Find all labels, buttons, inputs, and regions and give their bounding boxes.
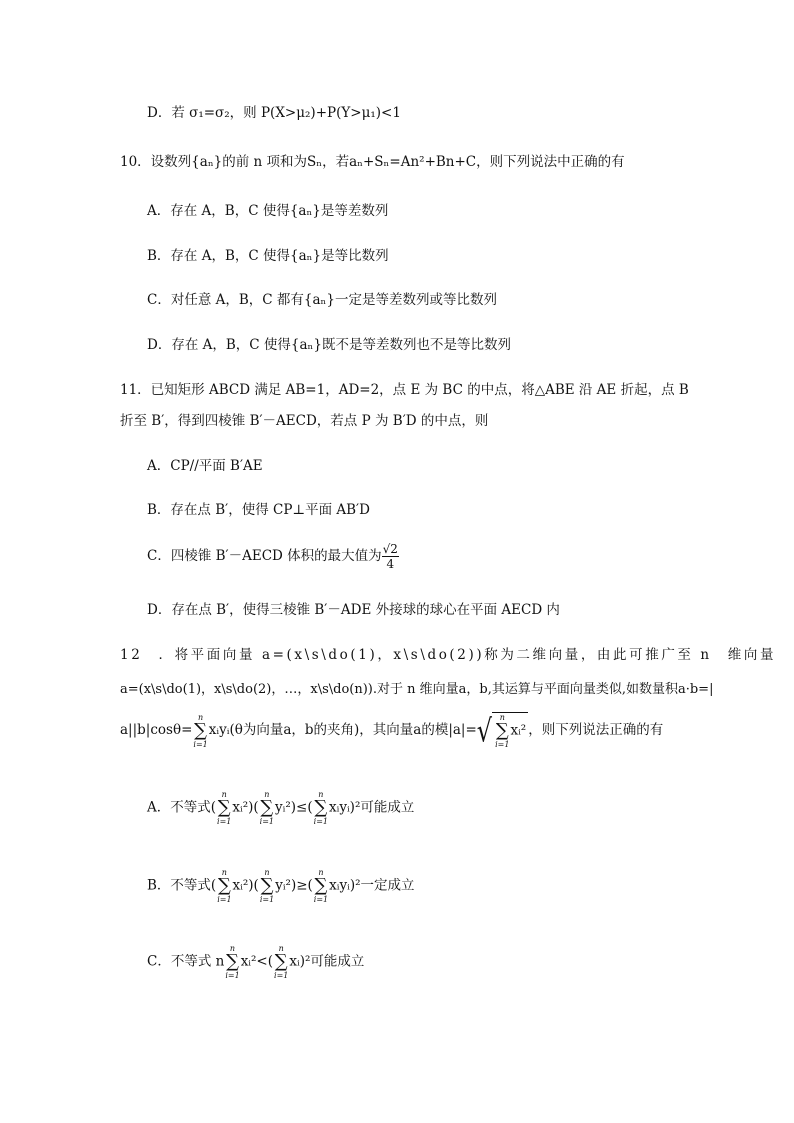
sum-lower: i=1 <box>495 740 510 749</box>
sum-lower: i=1 <box>225 971 240 980</box>
sum-lower: i=1 <box>217 817 232 826</box>
q11c-text: C．四棱锥 B′－AECD 体积的最大值为 <box>147 548 382 564</box>
summation-symbol <box>193 713 207 749</box>
q12c-text: xᵢ²<( <box>240 953 274 970</box>
q12-option-c <box>147 944 364 980</box>
sum-upper: n <box>264 868 270 877</box>
q12a-text: xᵢ²)( <box>232 799 259 816</box>
sum-lower: i=1 <box>259 895 275 904</box>
q12-option-b <box>147 868 415 904</box>
q10-option-b: B．存在 A，B，C 使得{aₙ}是等比数列 <box>147 248 389 264</box>
summation-symbol <box>217 790 231 826</box>
summation-symbol <box>314 868 328 904</box>
fraction-sqrt2-over-4 <box>382 542 399 571</box>
q10-stem: 10．设数列{aₙ}的前 n 项和为Sₙ，若aₙ+Sₙ=An²+Bn+C，则下列说法中正确的有 <box>120 154 625 170</box>
q12b-text: xᵢ²)( <box>232 877 259 894</box>
q12b-text: yᵢ²)≥( <box>275 877 313 894</box>
summation-symbol <box>260 790 274 826</box>
sum-sign: ∑ <box>194 719 208 741</box>
q12-stem-line2: a=(x\s\do(1)，x\s\do(2)，…，x\s\do(n)).对于 n 维向量a，b,其运算与平面向量类似,如数量积a·b=| <box>120 682 714 697</box>
sum-sign: ∑ <box>314 797 328 818</box>
q11-stem-line2: 折至 B′，得到四棱锥 B′－AECD，若点 P 为 B′D 的中点，则 <box>120 413 489 429</box>
q11-option-b: B．存在点 B′，使得 CP⊥平面 AB′D <box>147 502 370 518</box>
sum-sign: ∑ <box>217 875 231 896</box>
sum-upper: n <box>221 868 227 877</box>
sum-upper: n <box>318 868 324 877</box>
q11-option-d: D．存在点 B′，使得三棱锥 B′－ADE 外接球的球心在平面 AECD 内 <box>147 602 560 618</box>
q12b-text: B．不等式( <box>147 877 217 894</box>
q9-option-d: D．若 σ₁=σ₂，则 P(X>μ₂)+P(Y>μ₁)<1 <box>147 105 401 121</box>
q12a-text: yᵢ²)≤( <box>275 799 313 816</box>
summation-symbol <box>495 713 509 749</box>
q12-stem-line3 <box>120 712 663 749</box>
fraction-denominator: 4 <box>386 557 395 571</box>
q11-option-c <box>147 542 399 571</box>
q12a-text: xᵢyᵢ)²可能成立 <box>329 799 415 816</box>
sum-lower: i=1 <box>193 739 208 749</box>
q12c-text: xᵢ)²可能成立 <box>289 953 365 970</box>
sum-lower: i=1 <box>274 971 289 980</box>
q10-option-c: C．对任意 A，B，C 都有{aₙ}一定是等差数列或等比数列 <box>147 292 497 308</box>
q12-option-a <box>147 790 414 826</box>
sum-sign: ∑ <box>217 797 231 818</box>
sum-lower: i=1 <box>217 895 232 904</box>
sum-upper: n <box>198 712 204 722</box>
summation-symbol <box>225 944 239 980</box>
q10-option-d: D．存在 A，B，C 使得{aₙ}既不是等差数列也不是等比数列 <box>147 337 511 353</box>
q12-dot-product-text: a||b|cosθ= <box>120 722 193 738</box>
q11-option-a: A．CP//平面 B′AE <box>147 458 263 474</box>
sum-lower: i=1 <box>313 817 328 826</box>
sum-upper: n <box>278 944 284 953</box>
q10-option-a: A．存在 A，B，C 使得{aₙ}是等差数列 <box>147 203 389 219</box>
q12b-text: xᵢyᵢ)²一定成立 <box>329 877 415 894</box>
sum-upper: n <box>499 713 505 722</box>
summation-symbol <box>274 944 288 980</box>
q11-stem-line1: 11．已知矩形 ABCD 满足 AB=1，AD=2，点 E 为 BC 的中点，将△ABE 沿 AE 折起，点 B <box>120 382 689 398</box>
sqrt-body: xᵢ² <box>510 722 527 739</box>
sum-sign: ∑ <box>314 875 328 896</box>
q12c-text: C．不等式 n <box>147 953 225 970</box>
radical-sign: √ <box>476 712 493 749</box>
summation-symbol <box>217 868 231 904</box>
summation-symbol <box>260 868 274 904</box>
sum-sign: ∑ <box>495 720 509 741</box>
q12-modulus-text: xᵢyᵢ(θ为向量a，b的夹角)，其向量a的模|a|= <box>208 722 477 738</box>
sum-sign: ∑ <box>260 875 274 896</box>
sum-upper: n <box>221 790 227 799</box>
sum-sign: ∑ <box>274 951 288 972</box>
summation-symbol <box>314 790 328 826</box>
sum-sign: ∑ <box>260 797 274 818</box>
q12a-text: A．不等式( <box>147 799 217 816</box>
q12-stem-end: ，则下列说法正确的有 <box>528 722 664 738</box>
sqrt-expression <box>477 712 528 749</box>
fraction-numerator: √2 <box>382 542 398 556</box>
sum-lower: i=1 <box>313 895 329 904</box>
q12-stem-line1: 12 ．将平面向量 a=(x\s\do(1)，x\s\do(2))称为二维向量，由此可推广至 n 维向量 <box>120 647 777 663</box>
sum-lower: i=1 <box>259 817 275 826</box>
sum-sign: ∑ <box>226 951 239 972</box>
sum-upper: n <box>229 944 236 953</box>
sum-upper: n <box>318 790 324 799</box>
sum-upper: n <box>264 790 270 799</box>
